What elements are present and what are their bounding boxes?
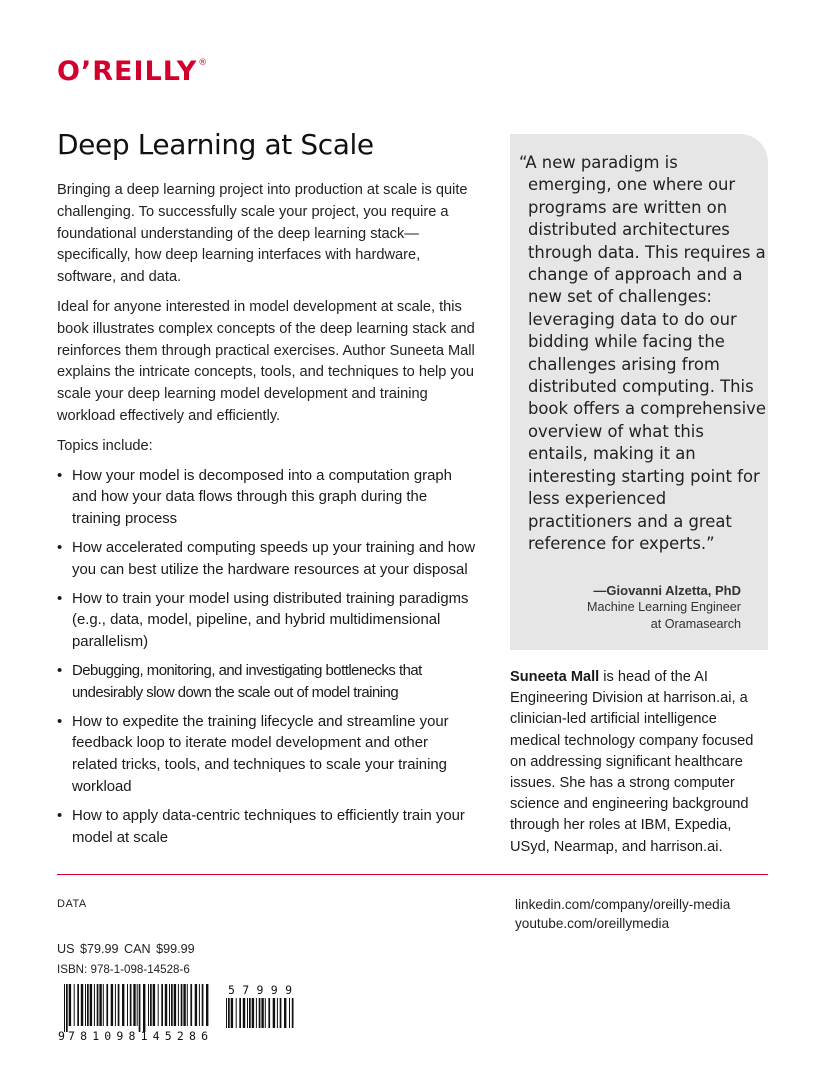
topic-text: How to train your model using distributed training paradigms (e.g., data, model, pipeline, and hybrid multidimensional parallelism) bbox=[72, 590, 469, 651]
barcode-bar bbox=[183, 984, 185, 1026]
barcode-bar bbox=[150, 984, 152, 1026]
main-barcode-bars bbox=[64, 984, 208, 1032]
barcode-bar bbox=[94, 984, 95, 1026]
barcode-bar bbox=[243, 998, 245, 1028]
topics-list bbox=[57, 466, 477, 850]
barcode-bar bbox=[103, 984, 104, 1026]
publisher-name: O’REILLY bbox=[57, 56, 198, 87]
barcode-bar bbox=[206, 984, 208, 1026]
barcode-bar bbox=[127, 984, 128, 1026]
barcode-bar bbox=[165, 984, 167, 1026]
barcode-leading-digit: 9 bbox=[58, 1029, 65, 1042]
barcode-bar bbox=[85, 984, 86, 1026]
endorsement-attribution bbox=[587, 582, 741, 633]
barcode-bar bbox=[111, 984, 113, 1026]
barcode-bar bbox=[77, 984, 79, 1026]
barcode-bar bbox=[252, 998, 254, 1028]
price-can: CAN $99.99 bbox=[124, 942, 195, 956]
endorser-org: at Oramasearch bbox=[650, 617, 741, 631]
barcode-bar bbox=[178, 984, 179, 1026]
barcode-bar bbox=[158, 984, 159, 1026]
topic-text: How to expedite the training lifecycle and streamline your feedback loop to iterate model development and other related tricks, tools, and techniques to scale your training workload bbox=[72, 713, 449, 795]
description-column bbox=[57, 180, 477, 856]
endorsement-box bbox=[510, 134, 768, 650]
barcode-bar bbox=[273, 998, 275, 1028]
barcode-bar bbox=[118, 984, 120, 1026]
barcode-bar bbox=[228, 998, 230, 1028]
barcode-bar bbox=[133, 984, 135, 1026]
barcode-bar bbox=[181, 984, 183, 1026]
topic-text: Debugging, monitoring, and investigating bottlenecks that undesirably slow down the scale out of model training bbox=[72, 662, 422, 701]
barcode-main-digits: 781098145286 bbox=[68, 1029, 208, 1042]
endorser-role: Machine Learning Engineer bbox=[586, 600, 741, 614]
barcode-bar bbox=[97, 984, 99, 1026]
barcode-bar bbox=[69, 984, 71, 1026]
book-title: Deep Learning at Scale bbox=[57, 128, 374, 161]
barcode-bar bbox=[64, 984, 65, 1032]
barcode-bar bbox=[187, 984, 188, 1026]
barcode-bar bbox=[195, 984, 197, 1026]
barcode-bar bbox=[292, 998, 294, 1028]
barcode-bar bbox=[280, 998, 282, 1028]
barcode-bar bbox=[81, 984, 83, 1026]
intro-paragraph: Ideal for anyone interested in model development at scale, this book illustrates complex concepts of the deep learning stack and reinforces them through practical exercises. Author Suneeta Mall explains the intricate concepts, tools, and techniques to help you scale your deep learning model development and training workload effectively and efficiently. bbox=[57, 298, 475, 424]
author-bio bbox=[510, 667, 768, 858]
footer-divider bbox=[57, 874, 768, 875]
barcode-bar bbox=[106, 984, 108, 1026]
barcode-bar bbox=[236, 998, 237, 1028]
barcode-bar bbox=[99, 984, 101, 1026]
price-us: US $79.99 bbox=[57, 942, 119, 956]
barcode-bar bbox=[247, 998, 248, 1028]
bullet-icon: • bbox=[57, 539, 63, 556]
barcode-bar bbox=[277, 998, 278, 1028]
barcode-bar bbox=[87, 984, 89, 1026]
endorser-name: —Giovanni Alzetta, PhD bbox=[593, 583, 741, 598]
endorsement-quote: “A new paradigm is emerging, one where our programs are written on distributed architectures through data. This requires a change of approach and a new set of challenges: leveraging data to do our bidding while facing the challenges arising from distributed computing. This book offers a comprehensive overview of what this entails, making it an interesting starting point for less experienced practitioners and a great reference for experts.” bbox=[519, 153, 766, 553]
barcode-bar bbox=[122, 984, 124, 1026]
bullet-icon: • bbox=[57, 713, 63, 730]
publisher-logo bbox=[57, 56, 208, 87]
isbn: ISBN: 978-1-098-14528-6 bbox=[57, 963, 190, 976]
barcode-bar bbox=[74, 984, 75, 1026]
topic-text: How your model is decomposed into a computation graph and how your data flows through this graph during the training process bbox=[72, 467, 452, 528]
author-bio-text: is head of the AI Engineering Division at harrison.ai, a clinician-led artificial intelligence medical technology company focused on addressing significant healthcare issues. She has a strong computer science and engineering background through her roles at IBM, Expedia, USyd, Nearmap, and harrison.ai. bbox=[510, 669, 754, 855]
category-label: DATA bbox=[57, 898, 87, 910]
barcode-addon-digits: 57999 bbox=[228, 983, 292, 997]
barcode-bar bbox=[284, 998, 286, 1028]
barcode-bar bbox=[226, 998, 227, 1028]
barcode-bar bbox=[171, 984, 173, 1026]
barcode-bar bbox=[174, 984, 176, 1026]
barcode-bar bbox=[130, 984, 132, 1026]
barcode-bar bbox=[66, 984, 68, 1032]
barcode-bar bbox=[259, 998, 261, 1028]
social-links bbox=[515, 895, 730, 933]
bullet-icon: • bbox=[57, 467, 63, 484]
barcode-bar bbox=[289, 998, 290, 1028]
isbn-barcode bbox=[54, 982, 314, 1042]
barcode-bar bbox=[115, 984, 116, 1026]
barcode-bar bbox=[249, 998, 251, 1028]
barcode-bar bbox=[153, 984, 155, 1026]
topics-heading: Topics include: bbox=[57, 437, 153, 454]
bullet-icon: • bbox=[57, 590, 63, 607]
addon-barcode-bars bbox=[226, 998, 294, 1028]
topic-text: How accelerated computing speeds up your training and how you can best utilize the hardware resources at your disposal bbox=[72, 539, 476, 578]
list-item bbox=[57, 466, 477, 531]
barcode-bar bbox=[137, 984, 138, 1026]
barcode-bar bbox=[268, 998, 270, 1028]
youtube-link[interactable]: youtube.com/oreillymedia bbox=[515, 916, 670, 931]
barcode-bar bbox=[143, 984, 145, 1032]
list-item bbox=[57, 661, 477, 705]
barcode-bar bbox=[199, 984, 200, 1026]
list-item bbox=[57, 589, 477, 654]
barcode-bar bbox=[169, 984, 170, 1026]
barcode-bar bbox=[265, 998, 266, 1028]
list-item bbox=[57, 538, 477, 582]
barcode-bar bbox=[256, 998, 257, 1028]
barcode-bar bbox=[148, 984, 149, 1026]
list-item bbox=[57, 806, 477, 850]
list-item bbox=[57, 712, 477, 799]
barcode-bar bbox=[261, 998, 263, 1028]
author-name: Suneeta Mall bbox=[510, 669, 600, 685]
barcode-bar bbox=[202, 984, 204, 1026]
linkedin-link[interactable]: linkedin.com/company/oreilly-media bbox=[515, 897, 731, 912]
bullet-icon: • bbox=[57, 807, 63, 824]
intro-paragraph: Bringing a deep learning project into production at scale is quite challenging. To successfully scale your project, you require a foundational understanding of the deep learning stack—specifically, how deep learning interfaces with hardware, software, and data. bbox=[57, 182, 468, 286]
bullet-icon: • bbox=[57, 662, 62, 679]
barcode-bar bbox=[139, 984, 141, 1032]
trademark-mark: ® bbox=[198, 58, 209, 68]
barcode-bar bbox=[239, 998, 241, 1028]
barcode-bar bbox=[190, 984, 192, 1026]
barcode-bar bbox=[90, 984, 92, 1026]
barcode-bar bbox=[231, 998, 233, 1028]
price-line bbox=[57, 942, 195, 956]
barcode-bar bbox=[161, 984, 163, 1026]
topic-text: How to apply data-centric techniques to efficiently train your model at scale bbox=[72, 807, 465, 846]
